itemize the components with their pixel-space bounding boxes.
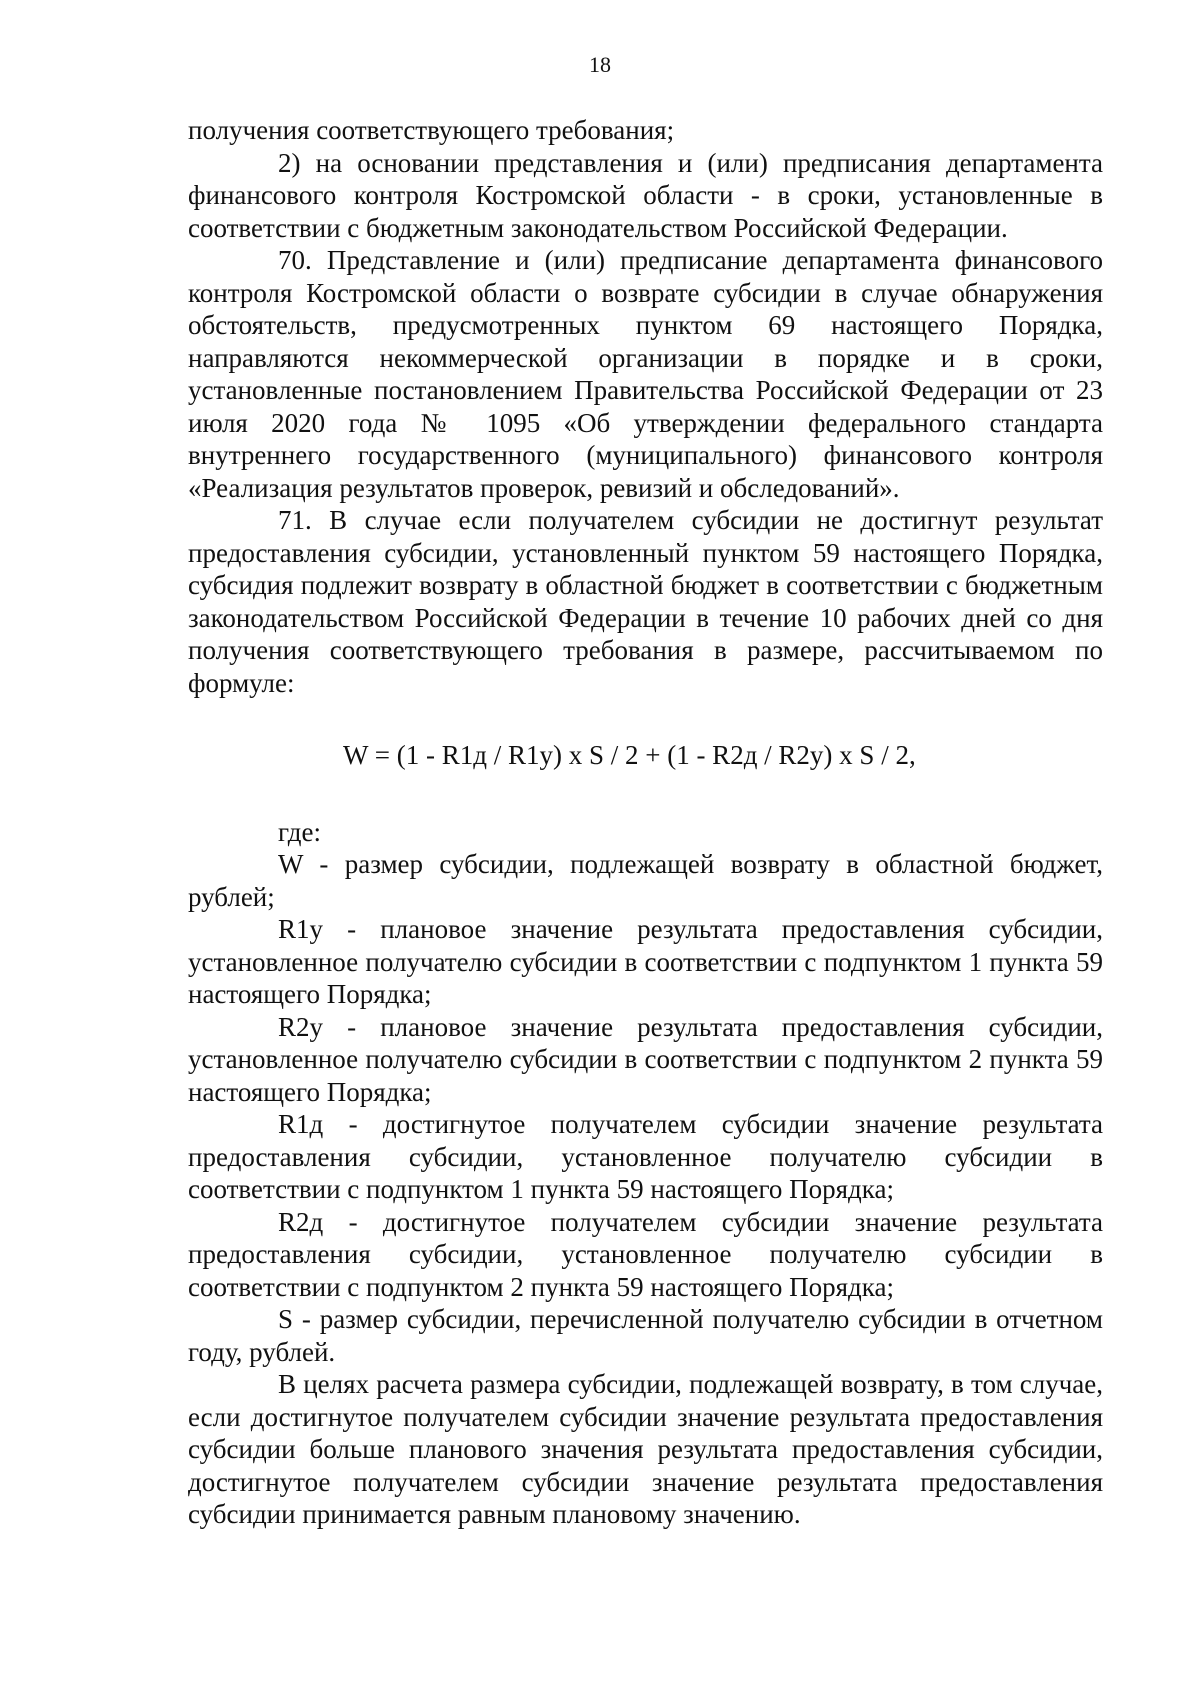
definition-r2u: R2у - плановое значение результата предоставления субсидии, установленное получателю субсидии в соответствии с подпунктом 2 пункта 59 настоящего Порядка;: [188, 1011, 1103, 1107]
definition-s: S - размер субсидии, перечисленной получателю субсидии в отчетном году, рублей.: [188, 1304, 1103, 1367]
paragraph-70: 70. Представление и (или) предписание департамента финансового контроля Костромской области о возврате субсидии в случае обнаружения обстоятельств, предусмотренных пунктом 69 настоящего Порядка, направляются некоммерческой организации в порядке и в сроки, установленные постановлением Правительства Российской Федерации от 23 июля 2020 года № 1095 «Об утверждении федерального стандарта внутреннего государственного (муниципального) финансового контроля «Реализация результатов проверок, ревизий и обследований».: [188, 245, 1103, 503]
definition-r1d: R1д - достигнутое получателем субсидии значение результата предоставления субсидии, установленное получателю субсидии в соответствии с подпунктом 1 пункта 59 настоящего Порядка;: [188, 1109, 1103, 1204]
definition-w: W - размер субсидии, подлежащей возврату в областной бюджет, рублей;: [188, 849, 1103, 912]
paragraph-item-2: 2) на основании представления и (или) предписания департамента финансового контроля Костромской области - в сроки, установленные в соответствии с бюджетным законодательством Российской Федерации.: [188, 147, 1103, 243]
paragraph-71: 71. В случае если получателем субсидии не достигнут результат предоставления субсидии, установленный пунктом 59 настоящего Порядка, субсидия подлежит возврату в областной бюджет в соответствии с бюджетным законодательством Российской Федерации в течение 10 рабочих дней со дня получения соответствующего требования в размере, рассчитываемом по формуле:: [188, 505, 1103, 698]
where-label: где:: [278, 816, 321, 847]
paragraph-continuation: получения соответствующего требования;: [188, 115, 675, 145]
formula: W = (1 - R1д / R1у) х S / 2 + (1 - R2д / R2у) х S / 2,: [343, 740, 916, 770]
definition-r1u: R1у - плановое значение результата предоставления субсидии, установленное получателю субсидии в соответствии с подпунктом 1 пункта 59 настоящего Порядка;: [188, 914, 1103, 1009]
definition-r2d: R2д - достигнутое получателем субсидии значение результата предоставления субсидии, установленное получателю субсидии в соответствии с подпунктом 2 пункта 59 настоящего Порядка;: [188, 1206, 1103, 1302]
page-number: 18: [589, 52, 611, 77]
closing-paragraph: В целях расчета размера субсидии, подлежащей возврату, в том случае, если достигнутое получателем субсидии значение результата предоставления субсидии больше планового значения результата предоставления субсидии, достигнутое получателем субсидии значение результата предоставления субсидии принимается равным плановому значению.: [188, 1369, 1103, 1529]
document-body: [188, 114, 1103, 1531]
